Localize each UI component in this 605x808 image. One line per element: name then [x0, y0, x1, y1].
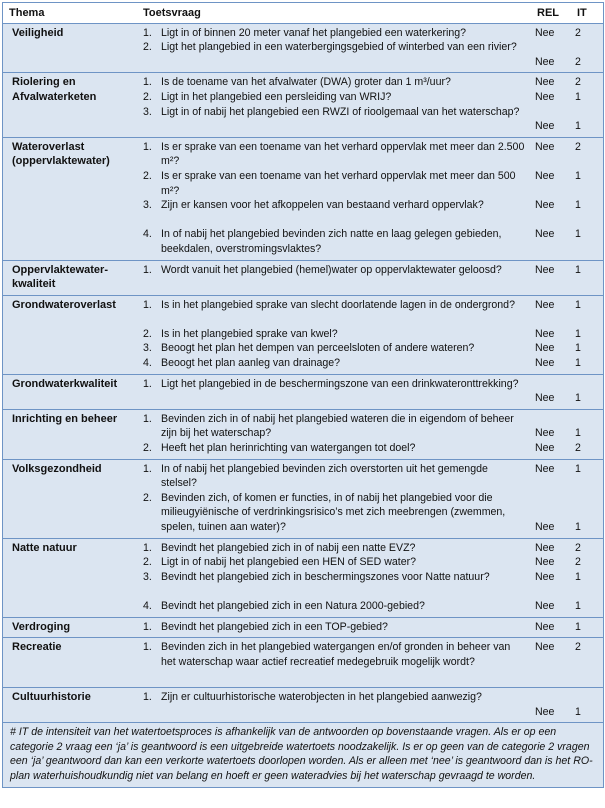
it-value: 1: [575, 228, 581, 241]
question-item: [143, 298, 525, 327]
question-item: [143, 327, 525, 342]
it-cell: [571, 538, 603, 617]
header-thema: Thema: [3, 3, 137, 23]
it-value: 1: [575, 357, 581, 370]
question-item: [143, 441, 525, 456]
question-number: 1.: [143, 620, 152, 633]
question-text: Bevindt het plangebied zich in een Natura 2000-gebied?: [161, 599, 425, 612]
footnote-row: [3, 723, 603, 787]
it-value: 2: [575, 442, 581, 455]
rel-value: Nee: [535, 392, 555, 405]
rel-cell: [531, 409, 571, 459]
table-row: [3, 295, 603, 374]
header-toetsvraag: Toetsvraag: [137, 3, 531, 23]
question-number: 1.: [143, 263, 152, 276]
footnote: # IT de intensiteit van het watertoetsproces is afhankelijk van de antwoorden op bovenstaande vragen. Als er op een categorie 2 vraag een ‘ja’ is geantwoord is een uitgebreide watertoets noodzakelijk. Is er op geen van de categorie 2 vragen een ‘ja’ geantwoord dan kan een verkorte watertoets doorlopen worden. Als er alleen met ‘nee’ is geantwoord dan is het RO-plan waterhuishoudkundig niet van belang en hoeft er geen wateradvies bij het waterschap gevraagd te worden.: [3, 723, 603, 787]
it-value: 1: [575, 263, 581, 276]
it-value: 2: [575, 26, 581, 39]
rel-value: Nee: [535, 169, 555, 182]
question-item: [143, 169, 525, 198]
toetsvraag-table: [3, 3, 603, 787]
toetsvraag-cell: [137, 617, 531, 638]
question-text: Bevinden zich in het plangebied watergangen en/of gronden in beheer van het waterschap waar actief recreatief medegebruik mogelijk wordt?: [161, 641, 511, 668]
it-cell: [571, 73, 603, 137]
question-item: [143, 198, 525, 227]
question-text: Is in het plangebied sprake van kwel?: [161, 327, 338, 340]
it-value: 1: [575, 599, 581, 612]
question-item: [143, 412, 525, 441]
question-text: Is er sprake van een toename van het verhard oppervlak met meer dan 500 m²?: [161, 169, 516, 197]
toetsvraag-cell: [137, 459, 531, 538]
rel-value: Nee: [535, 298, 555, 311]
question-number: 1.: [143, 298, 152, 311]
question-item: [143, 690, 525, 719]
it-value: 1: [575, 120, 581, 133]
question-text: Is de toename van het afvalwater (DWA) groter dan 1 m³/uur?: [161, 76, 451, 89]
it-value: 1: [575, 199, 581, 212]
it-value: 2: [575, 541, 581, 554]
question-text: Wordt vanuit het plangebied (hemel)water op oppervlaktewater geloosd?: [161, 263, 502, 276]
question-item: [143, 491, 525, 535]
thema-cell: Recreatie: [3, 638, 137, 688]
question-text: Bevindt het plangebied zich in een TOP-gebied?: [161, 620, 388, 633]
question-number: 1.: [143, 541, 152, 554]
question-text: Bevinden zich in of nabij het plangebied wateren die in eigendom of beheer zijn bij het waterschap?: [161, 412, 514, 440]
it-value: 1: [575, 570, 581, 583]
header-rel: REL: [531, 3, 571, 23]
rel-value: Nee: [535, 641, 555, 654]
table-row: [3, 687, 603, 722]
it-value: 1: [575, 705, 581, 718]
question-number: 2.: [143, 90, 152, 103]
rel-value: Nee: [535, 442, 555, 455]
rel-value: Nee: [535, 462, 555, 475]
rel-value: Nee: [535, 90, 555, 103]
it-cell: [571, 409, 603, 459]
question-text: Beoogt het plan het dempen van perceelsloten of andere wateren?: [161, 342, 475, 355]
it-cell: [571, 617, 603, 638]
toetsvraag-cell: [137, 73, 531, 137]
question-number: 2.: [143, 491, 152, 504]
it-value: 2: [575, 641, 581, 654]
question-item: [143, 341, 525, 356]
question-item: [143, 377, 525, 406]
question-item: [143, 90, 525, 105]
thema-cell: Natte natuur: [3, 538, 137, 617]
table-row: [3, 617, 603, 638]
header-it: IT: [571, 3, 603, 23]
rel-value: Nee: [535, 427, 555, 440]
it-value: 1: [575, 298, 581, 311]
question-number: 1.: [143, 26, 152, 39]
thema-cell: Volksgezondheid: [3, 459, 137, 538]
table-row: [3, 260, 603, 295]
question-text: Zijn er kansen voor het afkoppelen van bestaand verhard oppervlak?: [161, 199, 484, 212]
it-value: 1: [575, 90, 581, 103]
rel-value: Nee: [535, 26, 555, 39]
question-text: Ligt in of nabij het plangebied een HEN of SED water?: [161, 556, 417, 569]
question-text: Ligt in of binnen 20 meter vanaf het plangebied een waterkering?: [161, 26, 467, 39]
question-text: Bevindt het plangebied zich in beschermingszones voor Natte natuur?: [161, 570, 490, 583]
rel-value: Nee: [535, 357, 555, 370]
it-value: 2: [575, 556, 581, 569]
it-value: 2: [575, 140, 581, 153]
rel-value: Nee: [535, 228, 555, 241]
question-item: [143, 75, 525, 90]
it-value: 2: [575, 76, 581, 89]
toetsvraag-cell: [137, 687, 531, 722]
rel-value: Nee: [535, 327, 555, 340]
rel-cell: [531, 638, 571, 688]
question-item: [143, 570, 525, 599]
rel-cell: [531, 538, 571, 617]
question-item: [143, 26, 525, 41]
rel-cell: [531, 687, 571, 722]
table-row: [3, 538, 603, 617]
toetsvraag-cell: [137, 409, 531, 459]
question-text: Is er sprake van een toename van het verhard oppervlak met meer dan 2.500 m²?: [161, 140, 525, 168]
thema-cell: Riolering en Afvalwaterketen: [3, 73, 137, 137]
question-text: Ligt in of nabij het plangebied een RWZI of rioolgemaal van het waterschap?: [161, 105, 520, 118]
it-value: 1: [575, 169, 581, 182]
table-row: [3, 409, 603, 459]
question-text: Ligt het plangebied in de beschermingszone van een drinkwateronttrekking?: [161, 377, 519, 390]
rel-value: Nee: [535, 263, 555, 276]
rel-cell: [531, 374, 571, 409]
question-number: 3.: [143, 105, 152, 118]
toetsvraag-cell: [137, 538, 531, 617]
question-number: 2.: [143, 327, 152, 340]
question-number: 4.: [143, 357, 152, 370]
rel-value: Nee: [535, 76, 555, 89]
it-cell: [571, 638, 603, 688]
toetsvraag-cell: [137, 23, 531, 73]
it-cell: [571, 137, 603, 260]
question-number: 2.: [143, 169, 152, 182]
rel-cell: [531, 617, 571, 638]
rel-cell: [531, 23, 571, 73]
it-cell: [571, 295, 603, 374]
rel-value: Nee: [535, 599, 555, 612]
rel-value: Nee: [535, 570, 555, 583]
question-item: [143, 227, 525, 256]
question-item: [143, 105, 525, 134]
table-row: [3, 23, 603, 73]
question-text: Heeft het plan herinrichting van watergangen tot doel?: [161, 442, 416, 455]
question-text: Bevindt het plangebied zich in of nabij een natte EVZ?: [161, 541, 416, 554]
question-item: [143, 263, 525, 292]
table-row: [3, 638, 603, 688]
question-item: [143, 40, 525, 69]
rel-value: Nee: [535, 55, 555, 68]
table-row: [3, 73, 603, 137]
table-row: [3, 459, 603, 538]
question-item: [143, 356, 525, 371]
question-text: Bevinden zich, of komen er functies, in of nabij het plangebied voor die milieugyiënische of verdrinkingsrisico’s met zich meebrengen (zwemmen, spelen, tuinen aan water)?: [161, 491, 506, 533]
rel-value: Nee: [535, 140, 555, 153]
question-number: 3.: [143, 342, 152, 355]
toetsvraag-cell: [137, 374, 531, 409]
question-item: [143, 620, 525, 635]
rel-value: Nee: [535, 620, 555, 633]
thema-cell: Oppervlaktewater-kwaliteit: [3, 260, 137, 295]
question-item: [143, 140, 525, 169]
rel-cell: [531, 260, 571, 295]
question-item: [143, 640, 525, 684]
question-text: Beoogt het plan aanleg van drainage?: [161, 357, 341, 370]
toetsvraag-table-frame: [2, 2, 604, 788]
question-text: Ligt in het plangebied een persleiding van WRIJ?: [161, 90, 392, 103]
question-number: 1.: [143, 462, 152, 475]
rel-cell: [531, 137, 571, 260]
it-value: 1: [575, 620, 581, 633]
question-number: 1.: [143, 76, 152, 89]
question-number: 1.: [143, 641, 152, 654]
it-value: 1: [575, 342, 581, 355]
toetsvraag-cell: [137, 295, 531, 374]
question-number: 2.: [143, 556, 152, 569]
it-value: 2: [575, 55, 581, 68]
question-item: [143, 541, 525, 556]
question-number: 1.: [143, 690, 152, 703]
rel-value: Nee: [535, 521, 555, 533]
thema-cell: Grondwateroverlast: [3, 295, 137, 374]
rel-value: Nee: [535, 705, 555, 718]
it-cell: [571, 374, 603, 409]
thema-cell: Inrichting en beheer: [3, 409, 137, 459]
it-value: 1: [575, 521, 581, 533]
thema-cell: Veiligheid: [3, 23, 137, 73]
question-text: In of nabij het plangebied bevinden zich overstorten uit het gemengde stelsel?: [161, 462, 488, 490]
it-cell: [571, 459, 603, 538]
it-value: 1: [575, 462, 581, 475]
question-number: 2.: [143, 41, 152, 54]
question-text: Ligt het plangebied in een waterbergingsgebied of winterbed van een rivier?: [161, 41, 517, 54]
rel-value: Nee: [535, 199, 555, 212]
thema-cell: Wateroverlast (oppervlaktewater): [3, 137, 137, 260]
it-value: 1: [575, 427, 581, 440]
it-value: 1: [575, 392, 581, 405]
question-number: 3.: [143, 199, 152, 212]
table-row: [3, 374, 603, 409]
toetsvraag-cell: [137, 137, 531, 260]
question-item: [143, 462, 525, 491]
rel-value: Nee: [535, 342, 555, 355]
question-number: 1.: [143, 412, 152, 425]
question-item: [143, 599, 525, 614]
thema-cell: Cultuurhistorie: [3, 687, 137, 722]
question-text: Is in het plangebied sprake van slecht doorlatende lagen in de ondergrond?: [161, 298, 515, 311]
it-value: 1: [575, 327, 581, 340]
question-number: 4.: [143, 599, 152, 612]
question-item: [143, 555, 525, 570]
it-cell: [571, 23, 603, 73]
rel-value: Nee: [535, 120, 555, 133]
toetsvraag-cell: [137, 260, 531, 295]
rel-value: Nee: [535, 556, 555, 569]
thema-cell: Grondwaterkwaliteit: [3, 374, 137, 409]
question-number: 2.: [143, 442, 152, 455]
rel-cell: [531, 73, 571, 137]
toetsvraag-cell: [137, 638, 531, 688]
question-number: 3.: [143, 570, 152, 583]
question-text: Zijn er cultuurhistorische waterobjecten in het plangebied aanwezig?: [161, 690, 482, 703]
rel-value: Nee: [535, 541, 555, 554]
it-cell: [571, 260, 603, 295]
question-number: 1.: [143, 140, 152, 153]
question-number: 1.: [143, 377, 152, 390]
question-number: 4.: [143, 228, 152, 241]
table-header-row: [3, 3, 603, 23]
rel-cell: [531, 459, 571, 538]
thema-cell: Verdroging: [3, 617, 137, 638]
table-row: [3, 137, 603, 260]
question-text: In of nabij het plangebied bevinden zich natte en laag gelegen gebieden, beekdalen, overstromingsvlaktes?: [161, 228, 502, 255]
rel-cell: [531, 295, 571, 374]
it-cell: [571, 687, 603, 722]
